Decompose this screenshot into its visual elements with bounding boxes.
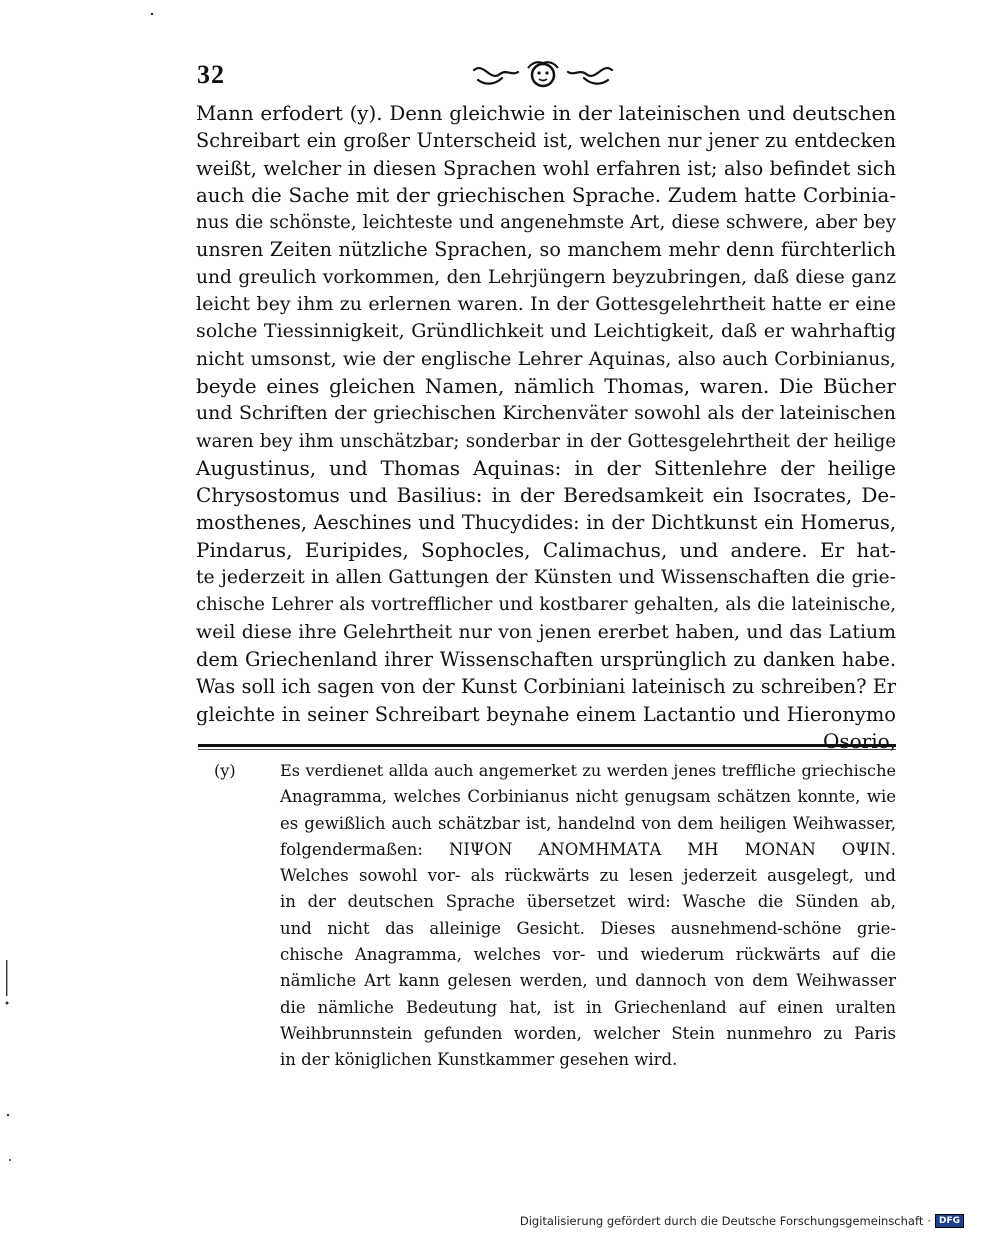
text-line: weil diese ihre Gelehrtheit nur von jenen ererbet haben, und das Latium xyxy=(196,620,896,643)
text-line: auch die Sache mit der griechischen Sprache. Zudem hatte Corbinia- xyxy=(196,183,896,207)
text-line: solche Tiessinnigkeit, Gründlichkeit und Leichtigkeit, daß er wahrhaftig xyxy=(196,320,896,343)
text-line: nicht umsonst, wie der englische Lehrer Aquinas, also auch Corbinianus, xyxy=(196,348,896,370)
footnote-line: und nicht das alleinige Gesicht. Dieses ausnehmend-schöne grie- xyxy=(280,918,896,938)
text-line: Was soll ich sagen von der Kunst Corbiniani lateinisch zu schreiben? Er xyxy=(196,675,896,699)
credit-text: Digitalisierung gefördert durch die Deutsche Forschungsgemeinschaft xyxy=(519,1214,924,1228)
text-line: und greulich vorkommen, den Lehrjüngern beyzubringen, daß diese ganz xyxy=(196,266,896,288)
footnote-divider-rule xyxy=(198,744,896,747)
text-line: unsren Zeiten nützliche Sprachen, so manchem mehr denn fürchterlich xyxy=(196,238,896,262)
dfg-logo-icon: DFG xyxy=(935,1214,964,1228)
text-line: gleichte in seiner Schreibart beynahe einem Lactantio und Hieronymo xyxy=(196,702,896,726)
footnote-block xyxy=(214,758,896,1074)
footnote-line-text: Es verdienet allda auch angemerket zu werden jenes treffliche griechische xyxy=(280,761,896,780)
text-line: nus die schönste, leichteste und angenehmste Art, diese schwere, aber bey xyxy=(196,212,896,234)
catchword: Osorio, xyxy=(822,728,896,753)
credit-separator: · xyxy=(927,1214,931,1228)
text-line: und Schriften der griechischen Kirchenväter sowohl als der lateinischen xyxy=(196,402,896,425)
text-line: Chrysostomus und Basilius: in der Beredsamkeit ein Isocrates, De- xyxy=(196,483,896,508)
vignette-ornament-icon xyxy=(468,58,618,92)
footnote-line: in der königlichen Kunstkammer gesehen wird. xyxy=(280,1050,678,1070)
text-line: Augustinus, und Thomas Aquinas: in der Sittenlehre der heilige xyxy=(196,455,896,480)
text-line: weißt, welcher in diesen Sprachen wohl erfahren ist; also befindet sich xyxy=(196,156,896,180)
text-line: chische Lehrer als vortrefflicher und kostbarer gehalten, als die lateinische, xyxy=(196,594,896,616)
digitization-credit xyxy=(520,1214,964,1228)
footnote-line xyxy=(214,758,896,784)
text-line: mosthenes, Aeschines und Thucydides: in der Dichtkunst ein Homerus, xyxy=(196,511,896,535)
footnote-line: chische Anagramma, welches vor- und wiederum rückwärts auf die xyxy=(280,945,896,965)
text-line: Mann erfodert (y). Denn gleichwie in der lateinischen und deutschen xyxy=(196,102,896,125)
text-line: beyde eines gleichen Namen, nämlich Thomas, waren. Die Bücher xyxy=(196,373,896,398)
text-line: waren bey ihm unschätzbar; sonderbar in der Gottesgelehrtheit der heilige xyxy=(196,430,896,452)
footnote-line: Weihbrunnstein gefunden worden, welcher Stein nunmehro zu Paris xyxy=(280,1023,896,1043)
footnote-line: folgendermaßen: NIΨΟΝ ΑΝΟΜΗΜΑΤΑ ΜΗ ΜΟΝΑΝ ΟΨΙΝ. xyxy=(280,839,896,859)
text-line: te jederzeit in allen Gattungen der Künsten und Wissenschaften die grie- xyxy=(196,567,896,589)
text-line: dem Griechenland ihrer Wissenschaften ursprünglich zu danken habe. xyxy=(196,647,896,671)
page-number: 32 xyxy=(197,60,225,89)
footnote-marker: (y) xyxy=(214,761,236,780)
main-text-block xyxy=(196,100,896,755)
text-line: Schreibart ein großer Unterscheid ist, welchen nur jener zu entdecken xyxy=(196,129,896,153)
footnote-line: es gewißlich auch schätzbar ist, handelnd von dem heiligen Weihwasser, xyxy=(280,813,896,833)
footnote-line: nämliche Art kann gelesen werden, und dannoch von dem Weihwasser xyxy=(280,971,896,991)
footnote-line: die nämliche Bedeutung hat, ist in Griechenland auf einen uralten xyxy=(280,997,896,1017)
footnote-divider-rule-thin xyxy=(198,749,896,750)
footnote-line: Anagramma, welches Corbinianus nicht genugsam schätzen konnte, wie xyxy=(280,787,896,807)
footnote-line: Welches sowohl vor- als rückwärts zu lesen jederzeit ausgelegt, und xyxy=(280,866,896,886)
text-line: leicht bey ihm zu erlernen waren. In der Gottesgelehrtheit hatte er eine xyxy=(196,293,896,316)
text-line: Pindarus, Euripides, Sophocles, Calimachus, und andere. Er hat- xyxy=(196,537,896,562)
footnote-line: in der deutschen Sprache übersetzet wird: Wasche die Sünden ab, xyxy=(280,892,896,912)
